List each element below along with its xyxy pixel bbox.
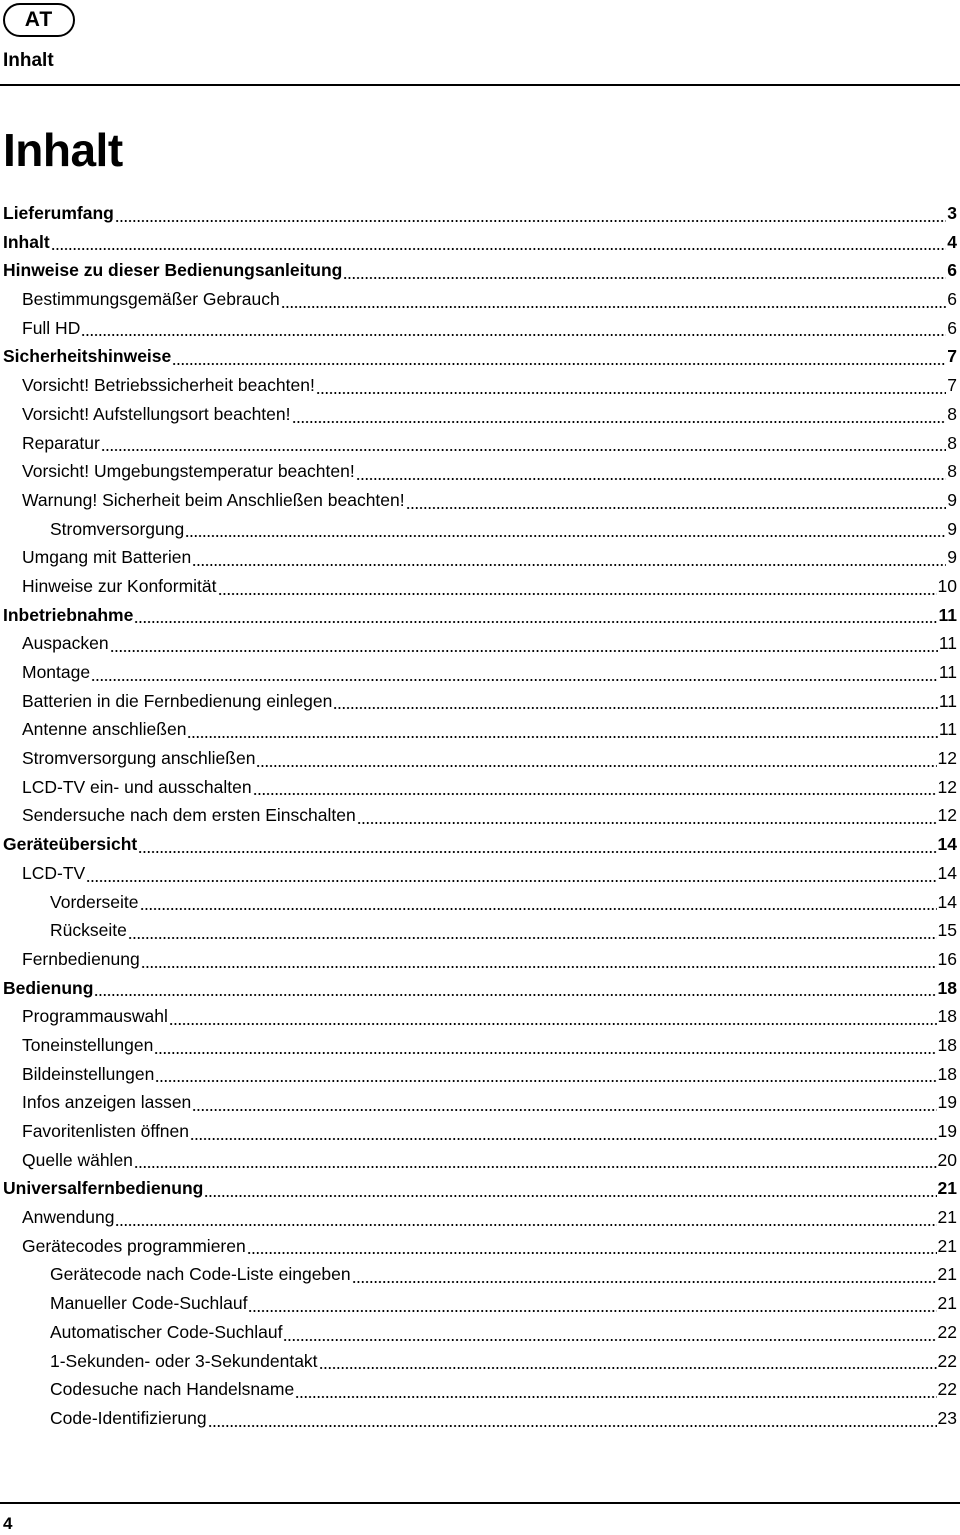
toc-dot-leader bbox=[134, 1164, 937, 1170]
toc-entry[interactable] bbox=[0, 1174, 960, 1203]
toc-dot-leader bbox=[101, 447, 946, 453]
toc-entry-page: 11 bbox=[938, 633, 957, 654]
toc-entry-page: 19 bbox=[937, 1092, 957, 1113]
toc-entry-page: 14 bbox=[937, 834, 957, 855]
toc-dot-leader bbox=[81, 332, 946, 338]
toc-entry-title: Montage bbox=[22, 662, 91, 682]
toc-entry[interactable] bbox=[0, 859, 960, 888]
toc-entry-title: Lieferumfang bbox=[3, 203, 114, 223]
toc-entry-title: Auspacken bbox=[22, 633, 109, 654]
toc-entry-page: 22 bbox=[937, 1321, 957, 1342]
toc-dot-leader bbox=[406, 505, 947, 511]
toc-dot-leader bbox=[190, 1136, 937, 1142]
toc-entry-title: Infos anzeigen lassen bbox=[22, 1092, 192, 1113]
toc-entry[interactable] bbox=[0, 1289, 960, 1318]
toc-dot-leader bbox=[141, 964, 937, 970]
toc-entry-page: 4 bbox=[947, 231, 957, 252]
toc-entry-title: Inbetriebnahme bbox=[3, 604, 134, 625]
toc-entry[interactable] bbox=[0, 1404, 960, 1433]
toc-entry-page: 14 bbox=[937, 862, 957, 883]
toc-entry-page: 9 bbox=[947, 489, 957, 510]
toc-entry-title: Geräteübersicht bbox=[3, 834, 138, 855]
toc-dot-leader bbox=[51, 246, 947, 252]
toc-entry-page: 21 bbox=[937, 1235, 957, 1256]
toc-entry[interactable] bbox=[0, 830, 960, 859]
toc-entry[interactable] bbox=[0, 285, 960, 314]
toc-entry-title: Rückseite bbox=[50, 920, 127, 941]
toc-entry-page: 8 bbox=[947, 432, 957, 453]
toc-dot-leader bbox=[281, 304, 947, 310]
toc-entry-page: 6 bbox=[947, 317, 957, 338]
toc-dot-leader bbox=[134, 619, 937, 625]
toc-entry[interactable] bbox=[0, 916, 960, 945]
toc-dot-leader bbox=[115, 1222, 936, 1228]
toc-entry-page: 16 bbox=[937, 948, 957, 969]
toc-entry-page: 11 bbox=[938, 604, 957, 625]
header-divider bbox=[0, 84, 960, 86]
toc-entry-page: 20 bbox=[937, 1149, 957, 1170]
toc-entry-title: Batterien in die Fernbedienung einlegen bbox=[22, 690, 333, 711]
toc-entry[interactable] bbox=[0, 945, 960, 974]
toc-entry[interactable] bbox=[0, 744, 960, 773]
toc-entry-title: Code-Identifizierung bbox=[50, 1407, 207, 1428]
toc-entry[interactable] bbox=[0, 658, 960, 687]
toc-dot-leader bbox=[128, 935, 937, 941]
toc-dot-leader bbox=[295, 1394, 936, 1400]
toc-entry-title: Manueller Code-Suchlauf bbox=[50, 1293, 248, 1314]
toc-entry[interactable] bbox=[0, 687, 960, 716]
toc-dot-leader bbox=[169, 1021, 937, 1027]
toc-dot-leader bbox=[343, 275, 946, 281]
running-header: Inhalt bbox=[3, 50, 54, 71]
toc-entry-title: Sendersuche nach dem ersten Einschalten bbox=[22, 805, 356, 826]
toc-entry-title: Bestimmungsgemäßer Gebrauch bbox=[22, 289, 280, 310]
toc-entry[interactable] bbox=[0, 1347, 960, 1376]
toc-dot-leader bbox=[91, 677, 938, 683]
toc-entry-title: Stromversorgung anschließen bbox=[22, 748, 256, 769]
toc-entry-page: 18 bbox=[937, 1063, 957, 1084]
toc-entry[interactable] bbox=[0, 457, 960, 486]
toc-entry-page: 9 bbox=[947, 547, 957, 568]
toc-entry-title: Codesuche nach Handelsname bbox=[50, 1379, 295, 1400]
toc-dot-leader bbox=[172, 361, 946, 367]
toc-dot-leader bbox=[192, 1107, 936, 1113]
toc-dot-leader bbox=[185, 533, 946, 539]
toc-entry[interactable] bbox=[0, 256, 960, 285]
toc-dot-leader bbox=[292, 419, 947, 425]
toc-entry[interactable] bbox=[0, 1088, 960, 1117]
toc-entry[interactable] bbox=[0, 1031, 960, 1060]
toc-entry[interactable] bbox=[0, 543, 960, 572]
toc-entry[interactable] bbox=[0, 1060, 960, 1089]
toc-entry-title: Vorsicht! Aufstellungsort beachten! bbox=[22, 403, 291, 424]
toc-entry-page: 6 bbox=[947, 260, 957, 281]
toc-dot-leader bbox=[283, 1337, 936, 1343]
toc-entry-page: 21 bbox=[937, 1207, 957, 1228]
toc-entry-title: Full HD bbox=[22, 317, 81, 338]
toc-entry[interactable] bbox=[0, 888, 960, 917]
toc-entry-page: 21 bbox=[937, 1293, 957, 1314]
toc-entry-title: Hinweise zur Konformität bbox=[22, 575, 217, 596]
toc-entry-title: Bedienung bbox=[3, 977, 94, 998]
toc-entry[interactable] bbox=[0, 629, 960, 658]
toc-dot-leader bbox=[319, 1365, 937, 1371]
toc-entry-title: Programmauswahl bbox=[22, 1006, 168, 1027]
toc-entry-page: 11 bbox=[938, 690, 957, 711]
toc-dot-leader bbox=[192, 562, 946, 568]
toc-entry[interactable] bbox=[0, 314, 960, 343]
toc-entry-title: Sicherheitshinweise bbox=[3, 346, 172, 367]
toc-entry-page: 7 bbox=[947, 346, 957, 367]
toc-entry-title: Bildeinstellungen bbox=[22, 1063, 155, 1084]
toc-dot-leader bbox=[155, 1078, 936, 1084]
toc-entry-title: Toneinstellungen bbox=[22, 1034, 154, 1055]
toc-entry-title: Umgang mit Batterien bbox=[22, 547, 192, 568]
toc-entry-page: 23 bbox=[937, 1407, 957, 1428]
toc-entry-page: 21 bbox=[937, 1264, 957, 1285]
toc-entry-page: 21 bbox=[937, 1178, 957, 1199]
toc-entry-title: LCD-TV ein- und ausschalten bbox=[22, 776, 252, 797]
toc-entry-page: 14 bbox=[937, 891, 957, 912]
toc-entry-title: Reparatur bbox=[22, 432, 100, 453]
toc-dot-leader bbox=[154, 1050, 936, 1056]
toc-entry-page: 22 bbox=[937, 1350, 957, 1371]
toc-dot-leader bbox=[86, 878, 936, 884]
toc-entry-title: Vorsicht! Betriebssicherheit beachten! bbox=[22, 375, 315, 396]
toc-dot-leader bbox=[208, 1423, 937, 1429]
page-title: Inhalt bbox=[3, 124, 123, 176]
toc-entry-page: 18 bbox=[937, 1006, 957, 1027]
toc-entry-title: Gerätecode nach Code-Liste eingeben bbox=[50, 1264, 351, 1285]
toc-entry[interactable] bbox=[0, 342, 960, 371]
toc-entry[interactable] bbox=[0, 1375, 960, 1404]
toc-entry-title: Fernbedienung bbox=[22, 948, 140, 969]
toc-entry[interactable] bbox=[0, 1260, 960, 1289]
toc-entry[interactable] bbox=[0, 974, 960, 1003]
toc-entry[interactable] bbox=[0, 773, 960, 802]
toc-entry-page: 19 bbox=[937, 1121, 957, 1141]
toc-entry-title: LCD-TV bbox=[22, 862, 86, 883]
toc-entry-page: 8 bbox=[947, 461, 957, 482]
toc-entry-title: Inhalt bbox=[3, 231, 50, 252]
toc-entry-page: 11 bbox=[938, 719, 957, 740]
toc-entry-page: 7 bbox=[947, 375, 957, 396]
toc-entry-title: Automatischer Code-Suchlauf bbox=[50, 1321, 283, 1342]
toc-dot-leader bbox=[253, 791, 937, 797]
toc-dot-leader bbox=[256, 763, 936, 769]
toc-entry[interactable] bbox=[0, 400, 960, 429]
toc-entry-page: 12 bbox=[937, 776, 957, 797]
footer-divider bbox=[0, 1502, 960, 1504]
toc-dot-leader bbox=[357, 820, 937, 826]
toc-entry[interactable] bbox=[0, 1318, 960, 1347]
toc-entry-title: Anwendung bbox=[22, 1207, 115, 1228]
table-of-contents bbox=[0, 199, 960, 1433]
page-number: 4 bbox=[3, 1514, 13, 1533]
country-badge: AT bbox=[3, 3, 75, 37]
toc-dot-leader bbox=[218, 591, 937, 597]
toc-entry-page: 12 bbox=[937, 805, 957, 826]
toc-entry-title: Favoritenlisten öffnen bbox=[22, 1121, 190, 1141]
toc-entry-page: 22 bbox=[937, 1379, 957, 1400]
toc-entry-page: 9 bbox=[947, 518, 957, 539]
toc-entry-page: 10 bbox=[937, 575, 957, 596]
toc-dot-leader bbox=[247, 1250, 937, 1256]
toc-entry-page: 8 bbox=[947, 403, 957, 424]
toc-entry[interactable] bbox=[0, 1117, 960, 1146]
toc-entry-title: Gerätecodes programmieren bbox=[22, 1235, 246, 1256]
toc-entry[interactable] bbox=[0, 1203, 960, 1232]
toc-dot-leader bbox=[316, 390, 946, 396]
toc-entry[interactable] bbox=[0, 486, 960, 515]
toc-entry-title: Warnung! Sicherheit beim Anschließen beachten! bbox=[22, 489, 405, 510]
toc-dot-leader bbox=[204, 1193, 936, 1199]
toc-dot-leader bbox=[138, 849, 936, 855]
toc-dot-leader bbox=[115, 218, 946, 224]
toc-dot-leader bbox=[352, 1279, 937, 1285]
toc-entry-title: Stromversorgung bbox=[50, 518, 185, 539]
toc-dot-leader bbox=[248, 1308, 936, 1314]
toc-entry[interactable] bbox=[0, 228, 960, 257]
toc-entry-page: 3 bbox=[947, 203, 957, 223]
toc-entry-page: 18 bbox=[937, 1034, 957, 1055]
toc-dot-leader bbox=[94, 992, 936, 998]
toc-dot-leader bbox=[110, 648, 938, 654]
toc-entry[interactable] bbox=[0, 801, 960, 830]
toc-entry[interactable] bbox=[0, 715, 960, 744]
toc-entry[interactable] bbox=[0, 572, 960, 601]
toc-entry-page: 18 bbox=[937, 977, 957, 998]
toc-entry[interactable] bbox=[0, 515, 960, 544]
toc-entry-page: 12 bbox=[937, 748, 957, 769]
toc-entry[interactable] bbox=[0, 371, 960, 400]
toc-dot-leader bbox=[187, 734, 937, 740]
toc-dot-leader bbox=[333, 705, 937, 711]
toc-entry-page: 6 bbox=[947, 289, 957, 310]
toc-entry-title: Universalfernbedienung bbox=[3, 1178, 204, 1199]
toc-dot-leader bbox=[356, 476, 947, 482]
toc-entry[interactable] bbox=[0, 1002, 960, 1031]
toc-dot-leader bbox=[140, 906, 937, 912]
toc-entry[interactable] bbox=[0, 429, 960, 458]
toc-entry-title: 1-Sekunden- oder 3-Sekundentakt bbox=[50, 1350, 318, 1371]
toc-entry-title: Quelle wählen bbox=[22, 1149, 133, 1170]
toc-entry[interactable] bbox=[0, 199, 960, 228]
toc-entry-title: Vorderseite bbox=[50, 891, 139, 912]
toc-entry-page: 15 bbox=[937, 920, 957, 941]
toc-entry-title: Hinweise zu dieser Bedienungsanleitung bbox=[3, 260, 343, 281]
toc-entry[interactable] bbox=[0, 601, 960, 630]
toc-entry-title: Antenne anschließen bbox=[22, 719, 187, 740]
toc-entry[interactable] bbox=[0, 1232, 960, 1261]
toc-entry[interactable] bbox=[0, 1146, 960, 1175]
toc-entry-page: 11 bbox=[938, 662, 957, 682]
toc-entry-title: Vorsicht! Umgebungstemperatur beachten! bbox=[22, 461, 355, 482]
